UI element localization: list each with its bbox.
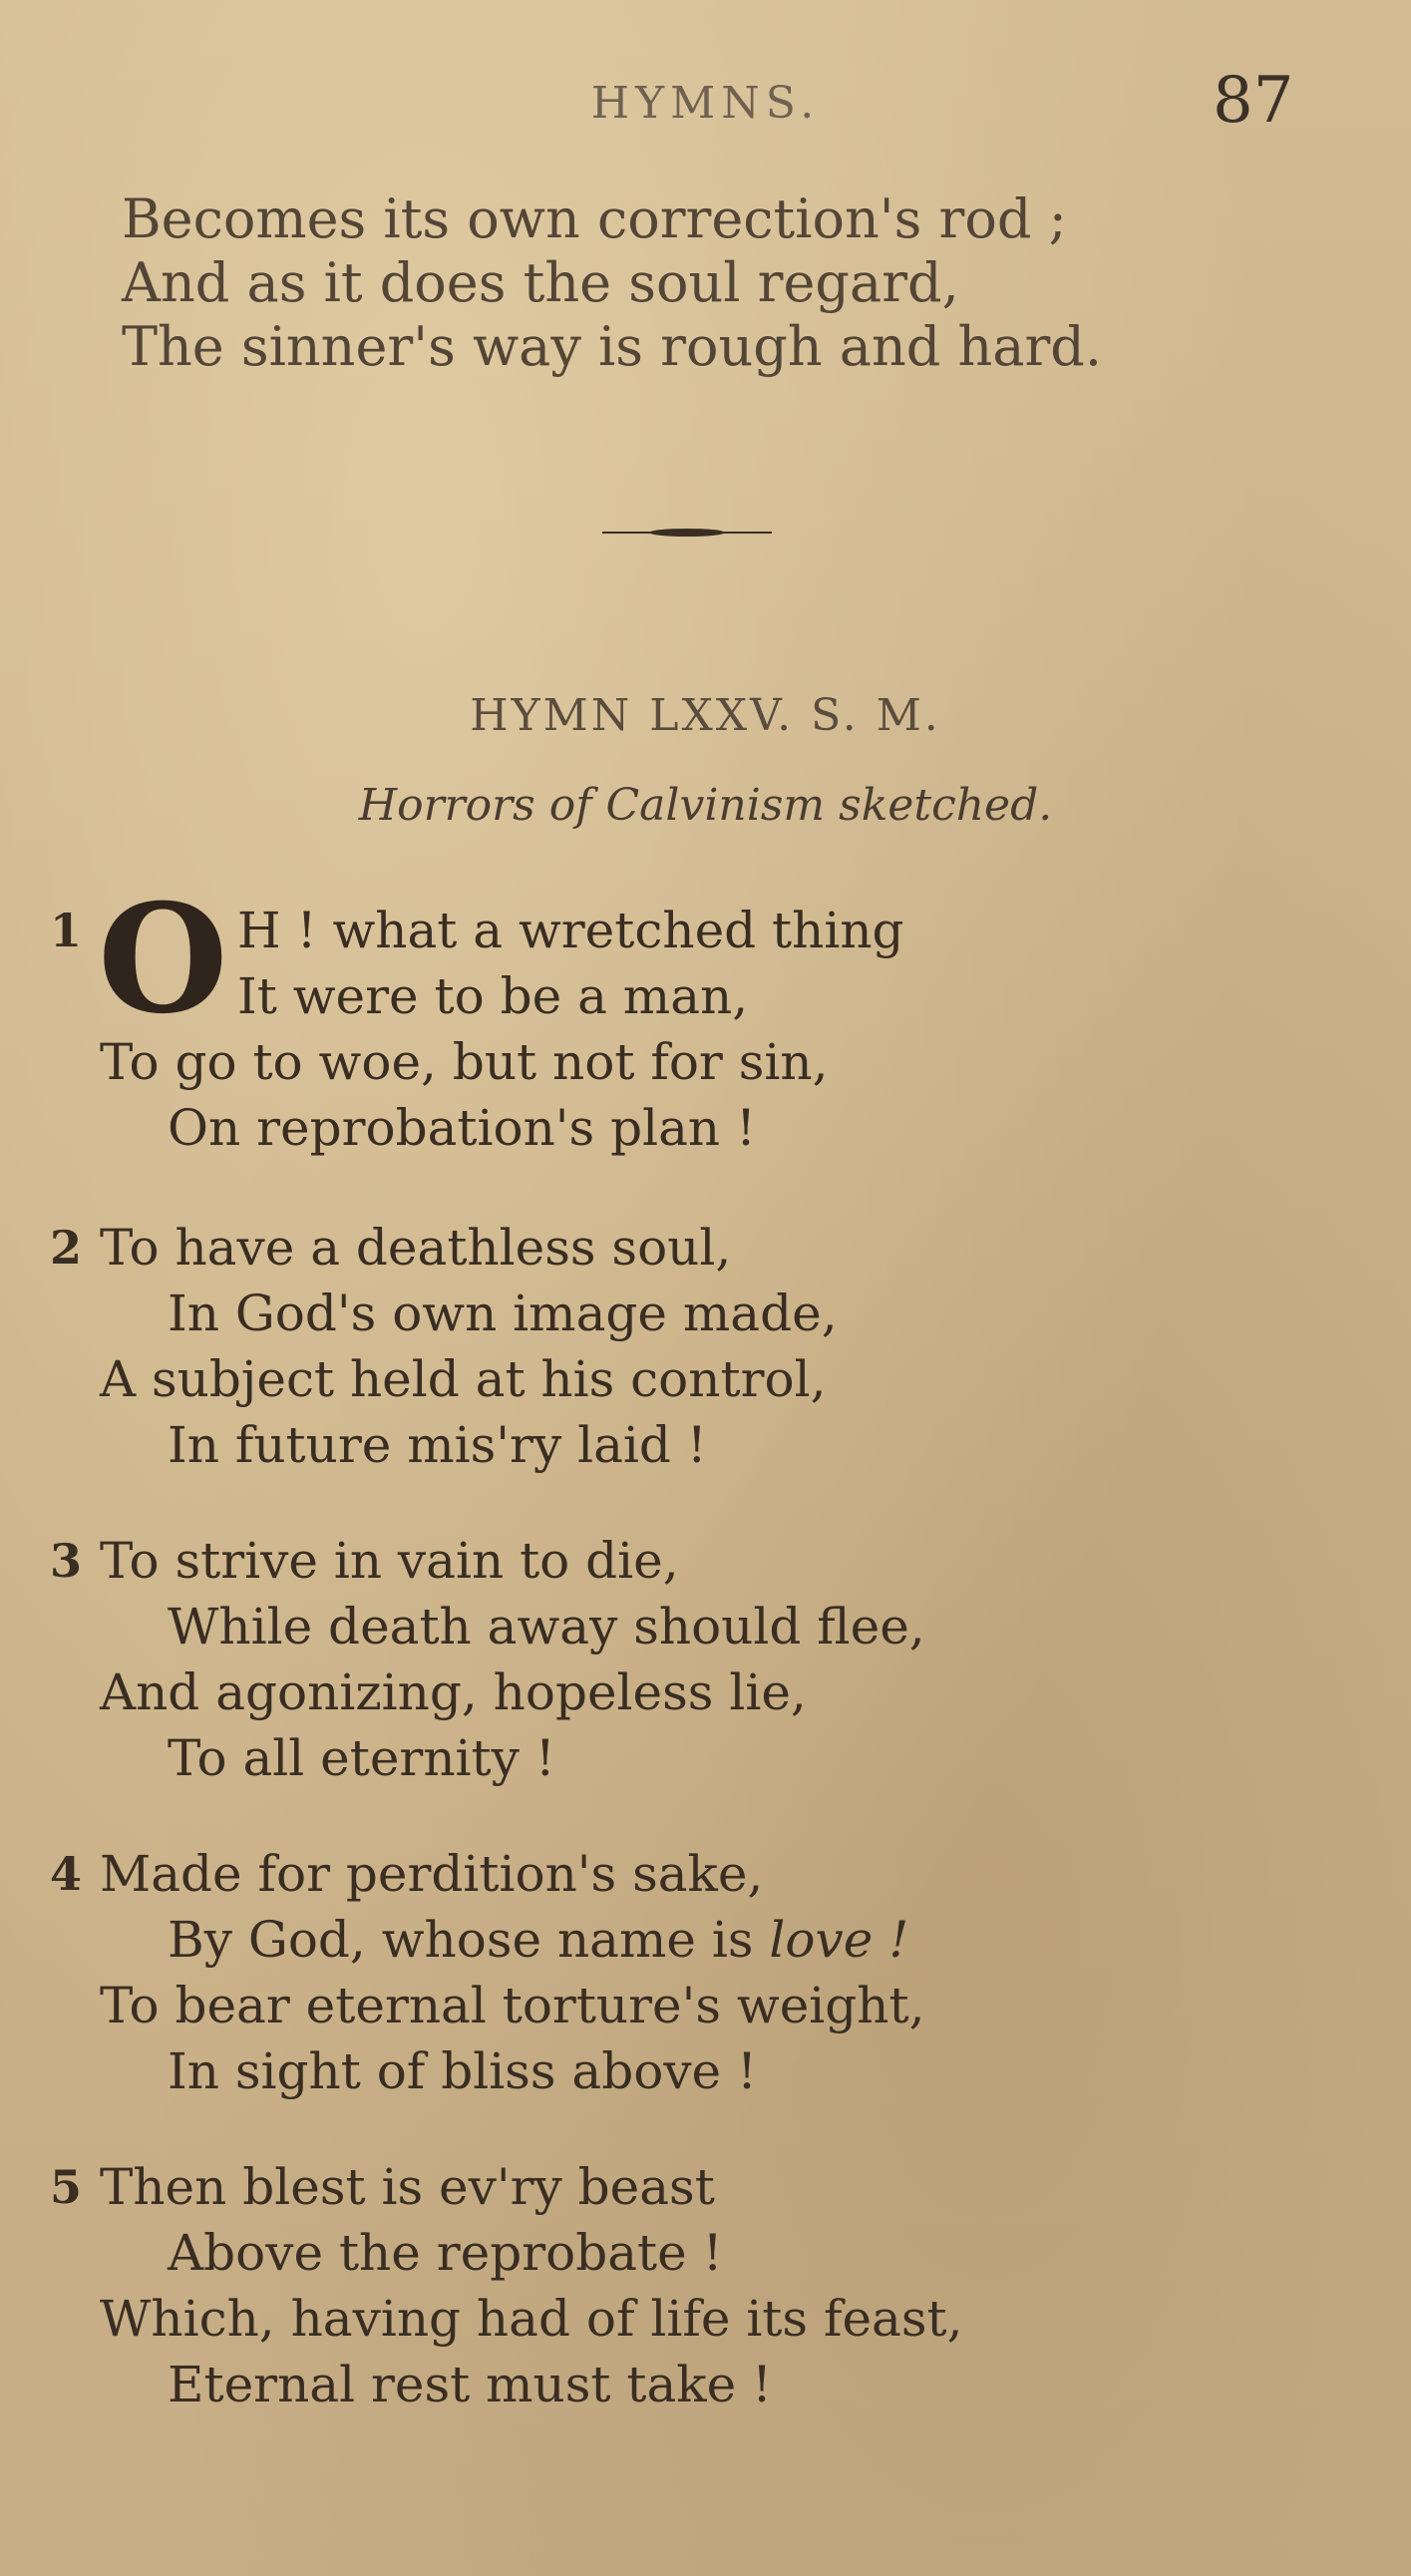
- verse-line: Eternal rest must take !: [168, 2356, 773, 2413]
- verse-line: It were to be a man,: [237, 967, 749, 1025]
- verse-line: On reprobation's plan !: [168, 1099, 757, 1157]
- verse-line: While death away should flee,: [168, 1598, 925, 1656]
- verse-line: And agonizing, hopeless lie,: [100, 1663, 807, 1721]
- verse-line: H ! what a wretched thing: [237, 902, 904, 959]
- running-title: HYMNS.: [590, 78, 821, 129]
- verse-number: 2: [50, 1221, 83, 1275]
- hymn-subtitle: Horrors of Calvinism sketched.: [358, 780, 1053, 831]
- verse-number: 4: [50, 1847, 83, 1901]
- verse-line: In sight of bliss above !: [168, 2042, 758, 2100]
- verse-line: Then blest is ev'ry beast: [100, 2158, 715, 2216]
- verse-line: To all eternity !: [168, 1729, 555, 1787]
- verse-number: 1: [50, 904, 83, 957]
- verse-number: 3: [50, 1534, 83, 1588]
- hymn-title: HYMN LXXV. S. M.: [470, 690, 941, 741]
- carryover-line: The sinner's way is rough and hard.: [122, 315, 1103, 378]
- verse-line: [168, 1907, 908, 1973]
- verse-line: To have a deathless soul,: [100, 1219, 732, 1277]
- verse-line: Above the reprobate !: [168, 2224, 723, 2282]
- verse-line: Made for perdition's sake,: [100, 1845, 764, 1903]
- italic-word: love !: [769, 1911, 909, 1969]
- page-number: 87: [1213, 64, 1294, 138]
- verse-line: To bear eternal torture's weight,: [100, 1977, 925, 2034]
- ornamental-rule: [602, 528, 772, 538]
- carryover-line: And as it does the soul regard,: [122, 251, 959, 314]
- verse-line: In future mis'ry laid !: [168, 1416, 707, 1474]
- verse-number: 5: [50, 2160, 83, 2214]
- verse-line: To strive in vain to die,: [100, 1532, 679, 1590]
- verse-line: To go to woe, but not for sin,: [100, 1033, 829, 1091]
- verse-line: A subject held at his control,: [100, 1350, 827, 1408]
- verse-line: In God's own image made,: [168, 1285, 838, 1342]
- carryover-stanza: [122, 187, 1102, 379]
- carryover-line: Becomes its own correction's rod ;: [122, 187, 1067, 250]
- verse-line: Which, having had of life its feast,: [100, 2290, 963, 2348]
- drop-cap: O: [98, 872, 228, 1047]
- verse-line-text: By God, whose name is: [168, 1911, 770, 1969]
